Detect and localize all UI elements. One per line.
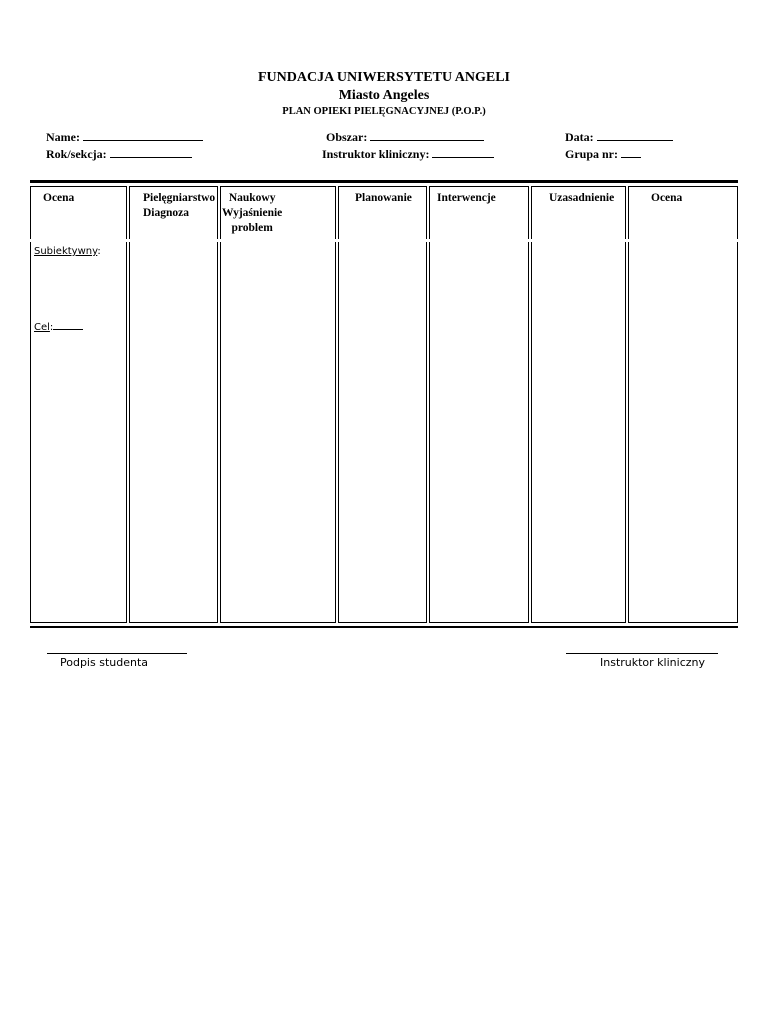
goal-blank[interactable]: [53, 320, 83, 330]
data-blank[interactable]: [597, 129, 673, 141]
instructor-signature-label: Instruktor kliniczny: [600, 656, 705, 669]
header-ocena: Ocena: [43, 192, 75, 204]
header-interwencje: Interwencje: [437, 192, 496, 204]
name-field[interactable]: [46, 129, 203, 145]
student-signature-label: Podpis studenta: [60, 656, 149, 669]
obszar-blank[interactable]: [370, 129, 484, 141]
rok-blank[interactable]: [110, 146, 192, 158]
goal-label: [34, 320, 83, 333]
rok-label: Rok/sekcja:: [46, 147, 107, 161]
goal-colon: :: [49, 322, 54, 333]
column-planowanie[interactable]: [338, 186, 427, 623]
subjective-label: [34, 246, 101, 257]
name-label: Name:: [46, 130, 80, 144]
instructor-signature-line[interactable]: [566, 653, 718, 654]
header-uzasadnienie: Uzasadnienie: [549, 192, 615, 204]
instruktor-label: Instruktor kliniczny:: [322, 147, 430, 161]
instruktor-field[interactable]: [322, 146, 494, 162]
header-row-divider: [30, 239, 738, 242]
column-interwencje[interactable]: [429, 186, 529, 623]
rok-field[interactable]: [46, 146, 192, 162]
city-subtitle: Miasto Angeles: [338, 88, 430, 103]
grupa-label: Grupa nr:: [565, 147, 619, 161]
subjective-text: Subiektywny: [34, 246, 98, 257]
header-ocena-final: Ocena: [651, 192, 683, 204]
data-label: Data:: [565, 130, 594, 144]
obszar-field[interactable]: [326, 129, 484, 145]
column-wyjasnienie[interactable]: [220, 186, 336, 623]
grupa-field[interactable]: [565, 146, 641, 162]
document-title: PLAN OPIEKI PIELĘGNACYJNEJ (P.O.P.): [282, 106, 486, 117]
obszar-label: Obszar:: [326, 130, 368, 144]
grupa-blank[interactable]: [621, 146, 641, 158]
column-ocena-final[interactable]: [628, 186, 738, 623]
data-field[interactable]: [565, 129, 673, 145]
column-diagnoza[interactable]: [129, 186, 218, 623]
student-signature-line[interactable]: [47, 653, 187, 654]
header-planowanie: Planowanie: [355, 192, 412, 204]
header-wyjasnienie: Naukowy Wyjaśnienie problem: [222, 192, 283, 234]
column-uzasadnienie[interactable]: [531, 186, 626, 623]
instruktor-blank[interactable]: [432, 146, 494, 158]
care-plan-table: [30, 180, 738, 628]
name-blank[interactable]: [83, 129, 203, 141]
goal-text: Cel: [34, 322, 50, 333]
institution-title: FUNDACJA UNIWERSYTETU ANGELI: [257, 70, 511, 85]
header-diagnoza: Pielęgniarstwo Diagnoza: [143, 192, 216, 219]
subjective-colon: :: [97, 246, 101, 257]
